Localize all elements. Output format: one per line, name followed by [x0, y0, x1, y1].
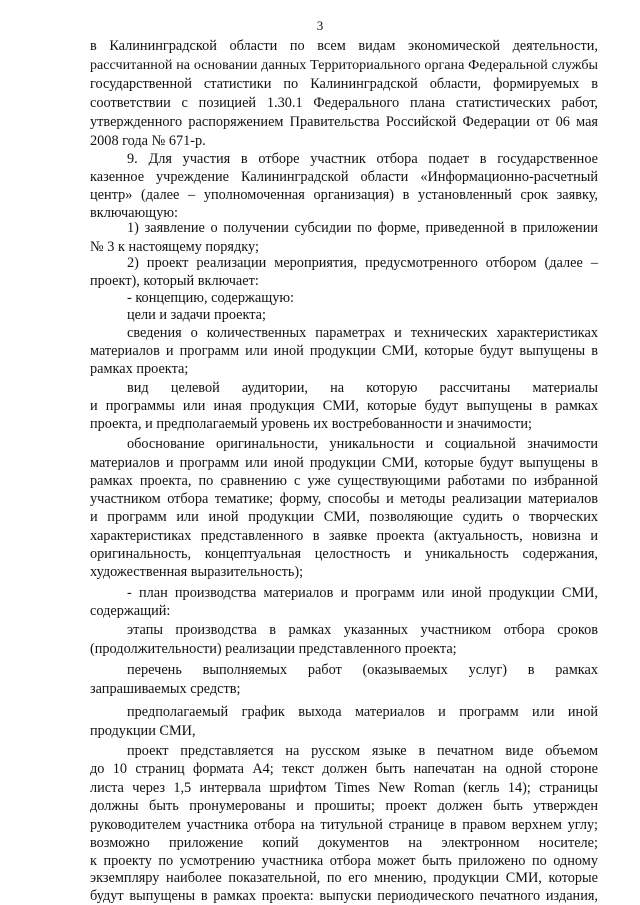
text-line: 9. Для участия в отборе участник отбора подает в государственное — [127, 151, 598, 167]
text-line: сведения о количественных параметрах и технических характеристиках — [127, 325, 598, 341]
text-line: включающую: — [90, 205, 178, 221]
text-line: государственной статистики по Калининградской области, формируемых в — [90, 76, 598, 92]
text-line: соответствии с позицией 1.30.1 Федерального плана статистических работ, — [90, 95, 598, 111]
text-line: 2008 года № 671-р. — [90, 133, 206, 149]
text-line: в Калининградской области по всем видам экономической деятельности, — [90, 38, 598, 54]
text-line: к проекту по усмотрению участника отбора может быть приложено по одному — [90, 853, 598, 869]
text-line: запрашиваемых средств; — [90, 681, 241, 697]
text-line: - концепцию, содержащую: — [127, 290, 295, 306]
text-line: содержащий: — [90, 603, 171, 619]
text-line: материалов и программ или иной продукции СМИ, которые будут выпущены в — [90, 343, 598, 359]
text-line: центр» (далее – уполномоченная организация) в установленный срок заявку, — [90, 187, 598, 203]
text-line: (продолжительности) реализации представленного проекта; — [90, 641, 457, 657]
text-line: проект представляется на русском языке в печатном виде объемом — [127, 743, 598, 759]
text-line: 1) заявление о получении субсидии по форме, приведенной в приложении — [127, 220, 598, 236]
text-line: обоснование оригинальности, уникальности и социальной значимости — [127, 436, 598, 452]
text-line: казенное учреждение Калининградской области «Информационно-расчетный — [90, 169, 598, 185]
text-line: перечень выполняемых работ (оказываемых услуг) в рамках — [127, 662, 598, 678]
text-line: будут выпущены в рамках проекта: выпуски периодического печатного издания, — [90, 888, 598, 904]
text-line: цели и задачи проекта; — [127, 307, 267, 323]
text-line: рассчитанной на основании данных Территориального органа Федеральной службы — [90, 57, 598, 73]
text-line: утвержденного распоряжением Правительства Российской Федерации от 06 мая — [90, 114, 598, 130]
text-line: художественная выразительность); — [90, 564, 304, 580]
text-line: и программы или иная продукция СМИ, которые будут выпущены в рамках — [90, 398, 598, 414]
text-line: листа через 1,5 интервала шрифтом Times New Roman (кегль 14); страницы — [90, 780, 598, 796]
text-line: вид целевой аудитории, на которую рассчитаны материалы — [127, 380, 598, 396]
text-line: № 3 к настоящему порядку; — [90, 239, 259, 255]
text-line: этапы производства в рамках указанных участником отбора сроков — [127, 622, 598, 638]
page-number: 3 — [316, 18, 324, 33]
text-line: рамках проекта; — [90, 361, 189, 377]
text-line: рамках проекта, по сравнению с уже существующими работами по избранной — [90, 473, 598, 489]
text-line: проект), который включает: — [90, 273, 259, 289]
text-line: 2) проект реализации мероприятия, предусмотренного отбором (далее – — [127, 255, 598, 271]
text-line: продукции СМИ, — [90, 723, 196, 739]
text-line: оригинальность, концептуальная целостность и уникальность содержания, — [90, 546, 598, 562]
text-line: и программ или иной продукции СМИ, позволяющие судить о творческих — [90, 509, 598, 525]
text-line: - план производства материалов и программ или иной продукции СМИ, — [127, 585, 598, 601]
text-line: участником отбора тематике; форму, способы и методы реализации материалов — [90, 491, 598, 507]
text-line: характеристиках представленного в заявке проекта (актуальность, новизна и — [90, 528, 598, 544]
text-line: материалов и программ или иной продукции СМИ, которые будут выпущены в — [90, 455, 598, 471]
text-line: экземпляру наиболее показательной, по его мнению, продукции СМИ, которые — [90, 870, 598, 886]
text-line: предполагаемый график выхода материалов и программ или иной — [127, 704, 598, 720]
text-line: должны быть пронумерованы и прошиты; проект должен быть утвержден — [90, 798, 598, 814]
text-line: руководителем участника отбора на титульной странице в правом верхнем углу; — [90, 817, 598, 833]
text-line: до 10 страниц формата А4; текст должен быть напечатан на одной стороне — [90, 761, 598, 777]
text-line: возможно приложение копий документов на электронном носителе; — [90, 835, 598, 851]
text-line: проекта, и предполагаемый уровень их востребованности и значимости; — [90, 416, 532, 432]
